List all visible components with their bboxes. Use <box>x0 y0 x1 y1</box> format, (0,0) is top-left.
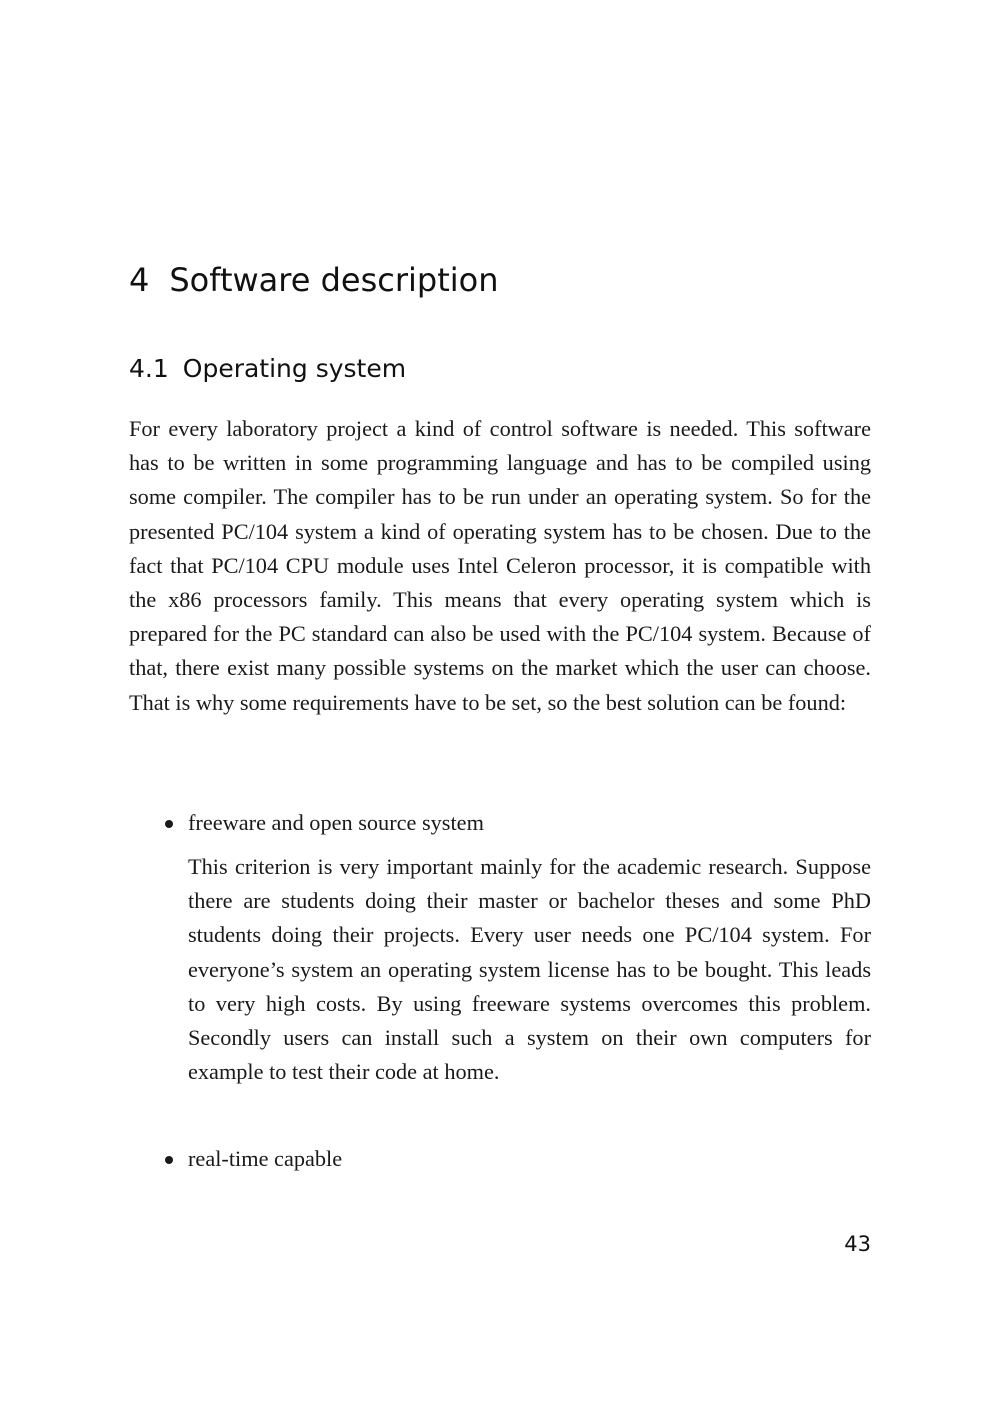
chapter-title: Software description <box>169 261 499 299</box>
chapter-number: 4 <box>129 261 150 299</box>
section-number: 4.1 <box>129 354 169 383</box>
document-page <box>129 0 871 1416</box>
requirement-description: This criterion is very important mainly for the academic research. Suppose there are students doing their master or bachelor theses and some PhD students doing their projects. Every user needs one PC/104 system. For everyone’s system an operating system license has to be bought. This leads to very high costs. By using freeware systems overcomes this problem. Secondly users can install such a system on their own computers for example to test their code at home. <box>188 854 871 1085</box>
section-title: Operating system <box>182 354 407 383</box>
bullet-icon <box>165 820 173 828</box>
bullet-icon <box>165 1156 173 1164</box>
requirement-label: freeware and open source system <box>188 810 484 835</box>
intro-paragraph: For every laboratory project a kind of control software is needed. This software has to be written in some programming language and has to be compiled using some compiler. The compiler has to be run under an operating system. So for the presented PC/104 system a kind of operating system has to be chosen. Due to the fact that PC/104 CPU module uses Intel Celeron processor, it is compatible with the x86 processors family. This means that every operating system which is prepared for the PC standard can also be used with the PC/104 system. Because of that, there exist many possible systems on the market which the user can choose. That is why some requirements have to be set, so the best solution can be found: <box>129 416 871 715</box>
section-heading <box>129 352 406 386</box>
requirement-label: real-time capable <box>188 1146 343 1171</box>
chapter-heading <box>129 258 499 302</box>
page-number: 43 <box>844 1232 871 1256</box>
